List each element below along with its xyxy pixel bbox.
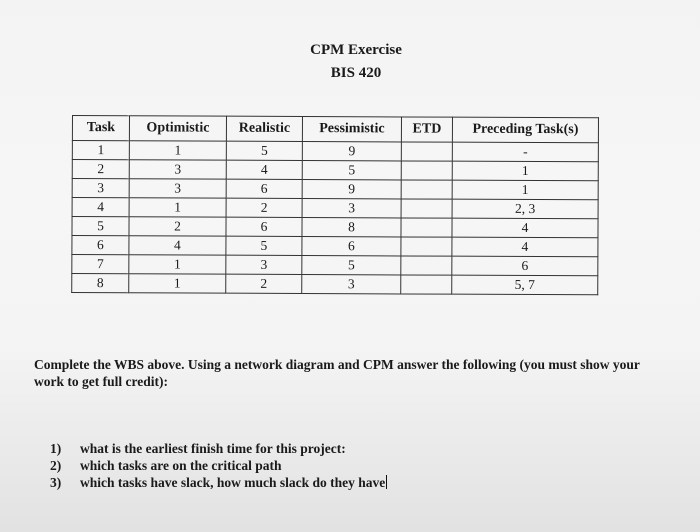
header-optimistic: Optimistic: [129, 116, 226, 141]
table-header-row: [72, 116, 598, 143]
cell-pessimistic: 3: [302, 199, 401, 218]
cell-preceding: 4: [452, 218, 598, 238]
question-number: 1): [50, 441, 62, 456]
wbs-table: [71, 115, 599, 295]
cell-optimistic: 1: [129, 141, 226, 160]
cell-task: 5: [72, 217, 129, 236]
table-row: [72, 217, 598, 238]
table-row: [72, 198, 598, 219]
question-text: what is the earliest finish time for this project:: [80, 441, 346, 456]
cell-pessimistic: 5: [302, 256, 401, 275]
header-preceding-tasks: Preceding Task(s): [452, 117, 598, 143]
question-number: 2): [50, 458, 62, 473]
question-text: which tasks have slack, how much slack do they have: [80, 475, 386, 490]
cell-preceding: 6: [452, 256, 598, 276]
table-row: [72, 160, 598, 181]
table-row: [72, 255, 598, 276]
cell-pessimistic: 9: [302, 180, 401, 199]
list-item: [50, 457, 387, 474]
cell-optimistic: 1: [129, 255, 226, 274]
table-row: [72, 274, 598, 295]
cell-realistic: 6: [226, 179, 302, 198]
cell-optimistic: 1: [129, 274, 226, 293]
cell-task: 4: [72, 198, 129, 217]
list-item: [50, 474, 387, 491]
cell-realistic: 4: [226, 160, 302, 179]
cell-task: 3: [72, 179, 129, 198]
cell-optimistic: 1: [129, 198, 226, 217]
cell-realistic: 2: [226, 274, 302, 293]
cell-pessimistic: 3: [302, 275, 401, 294]
cell-task: 8: [72, 274, 129, 293]
list-item: [50, 440, 387, 457]
cell-optimistic: 2: [129, 217, 226, 236]
cell-etd: [401, 161, 452, 180]
cell-etd: [401, 256, 452, 275]
cell-preceding: 4: [452, 237, 598, 257]
cell-optimistic: 3: [129, 160, 226, 179]
cell-preceding: 5, 7: [452, 275, 598, 295]
cell-etd: [401, 142, 452, 161]
header-pessimistic: Pessimistic: [302, 117, 401, 142]
cell-etd: [401, 275, 452, 294]
cell-realistic: 3: [226, 255, 302, 274]
header-task: Task: [72, 116, 129, 141]
cell-pessimistic: 6: [302, 237, 401, 256]
cell-realistic: 5: [226, 141, 302, 160]
table-row: [72, 141, 598, 162]
cell-pessimistic: 9: [302, 142, 401, 161]
title-line-2: BIS 420: [330, 65, 382, 81]
cell-preceding: 2, 3: [452, 199, 598, 219]
question-text: which tasks are on the critical path: [80, 458, 282, 473]
cell-optimistic: 4: [129, 236, 226, 255]
cell-pessimistic: 5: [302, 161, 401, 180]
cell-etd: [401, 180, 452, 199]
document-title: [0, 40, 700, 83]
cell-etd: [401, 199, 452, 218]
table-row: [72, 236, 598, 257]
text-cursor: [386, 475, 387, 489]
cell-task: 7: [72, 255, 129, 274]
table-row: [72, 179, 598, 200]
questions-list: [50, 440, 387, 491]
header-realistic: Realistic: [226, 116, 302, 141]
cell-preceding: 1: [452, 161, 598, 181]
cell-task: 1: [72, 141, 129, 160]
cell-realistic: 2: [226, 198, 302, 217]
cell-etd: [401, 237, 452, 256]
cell-realistic: 5: [226, 236, 302, 255]
cell-preceding: -: [452, 142, 598, 162]
cell-preceding: 1: [452, 180, 598, 200]
cell-pessimistic: 8: [302, 218, 401, 237]
cell-etd: [401, 218, 452, 237]
header-etd: ETD: [401, 117, 452, 142]
cell-realistic: 6: [226, 217, 302, 236]
title-line-1: CPM Exercise: [310, 42, 402, 58]
cell-task: 2: [72, 160, 129, 179]
cell-optimistic: 3: [129, 179, 226, 198]
question-number: 3): [50, 475, 62, 490]
instructions-text: Complete the WBS above. Using a network diagram and CPM answer the following (you must show your work to get full credit):: [34, 357, 640, 389]
cell-task: 6: [72, 236, 129, 255]
